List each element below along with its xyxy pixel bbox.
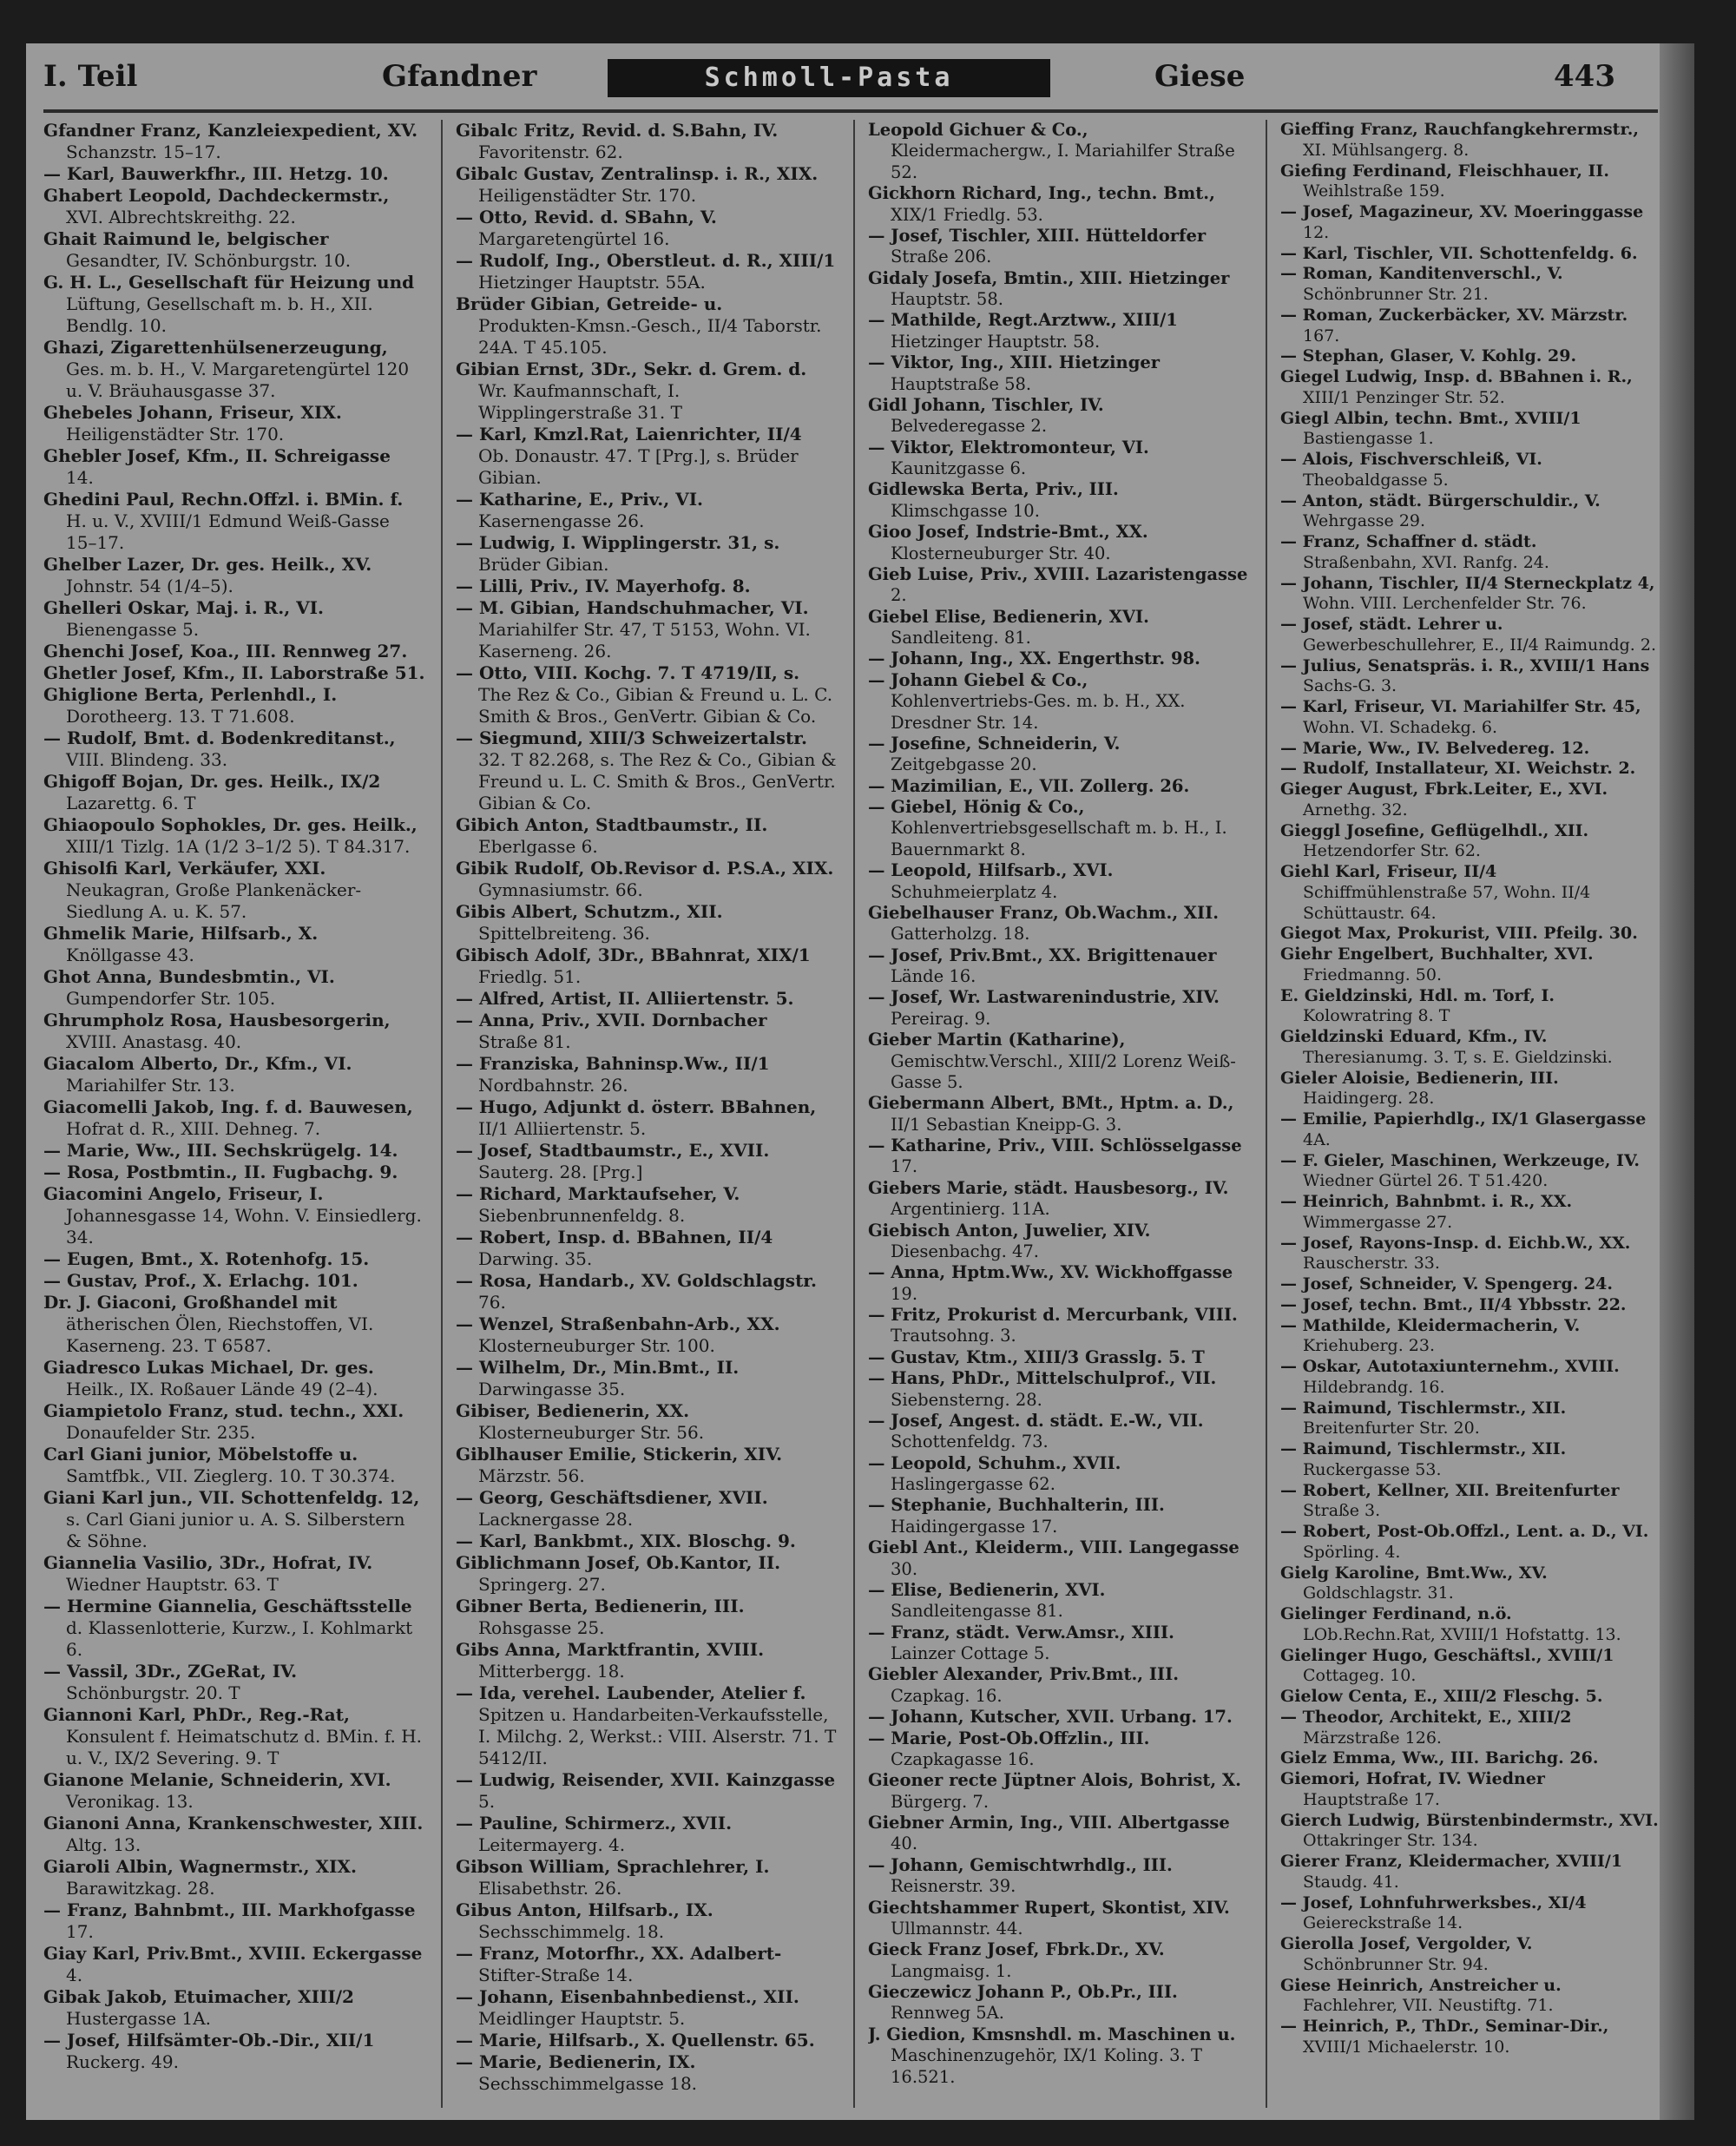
directory-entry: — Josef, Tischler, XIII. Hütteldorfer Straße 206. bbox=[868, 225, 1207, 267]
directory-entry: Gfandner Franz, Kanzleiexpedient, XV. Schanzstr. 15–17. bbox=[43, 120, 418, 162]
directory-entry: — Katharine, E., Priv., VI. Kasernengasse 26. bbox=[456, 489, 704, 531]
directory-entry: Ghiglione Berta, Perlenhdl., I. Dorotheerg. 13. T 71.608. bbox=[43, 684, 338, 727]
directory-entry: — Siegmund, XIII/3 Schweizertalstr. 32. T 82.268, s. The Rez & Co., Gibian & Freund u. L. C. Smith & Bros., GenVertr. Gibian & Co. bbox=[456, 727, 837, 813]
directory-entry: Gielow Centa, E., XIII/2 Fleschg. 5. bbox=[1280, 1687, 1603, 1706]
directory-entry: Ghabert Leopold, Dachdeckermstr., XVI. Albrechtskreithg. 22. bbox=[43, 185, 390, 227]
directory-entry: — Franz, Schaffner d. städt. Straßenbahn, XVI. Ranfg. 24. bbox=[1280, 532, 1549, 572]
directory-entry: — Emilie, Papierhdlg., IX/1 Glasergasse 4A. bbox=[1280, 1109, 1647, 1149]
directory-entry: — Rudolf, Ing., Oberstleut. d. R., XIII/1 Hietzinger Hauptstr. 55A. bbox=[456, 250, 836, 293]
directory-entry: Giegot Max, Prokurist, VIII. Pfeilg. 30. bbox=[1280, 924, 1638, 944]
directory-entry: Ghigoff Bojan, Dr. ges. Heilk., IX/2 Lazarettg. 6. T bbox=[43, 771, 381, 813]
directory-entry: — Heinrich, P., ThDr., Seminar-Dir., XVIII/1 Michaelerstr. 10. bbox=[1280, 2017, 1609, 2057]
directory-entry: Gierolla Josef, Vergolder, V. Schönbrunner Str. 94. bbox=[1280, 1934, 1533, 1974]
directory-entry: Giefing Ferdinand, Fleischhauer, II. Weihlstraße 159. bbox=[1280, 161, 1609, 201]
page-binding-shadow bbox=[1660, 43, 1694, 2120]
directory-entry: — Marie, Ww., III. Sechskrügelg. 14. bbox=[43, 1140, 398, 1161]
directory-entry: — Johann, Ing., XX. Engerthstr. 98. bbox=[868, 648, 1200, 669]
directory-entry: Gibalc Gustav, Zentralinsp. i. R., XIX. Heiligenstädter Str. 170. bbox=[456, 163, 819, 206]
directory-entry: Gibian Ernst, 3Dr., Sekr. d. Grem. d. Wr. Kaufmannschaft, I. Wipplingerstraße 31. T bbox=[456, 359, 807, 423]
directory-entry: Gieggl Josefine, Geflügelhdl., XII. Hetzendorfer Str. 62. bbox=[1280, 820, 1589, 861]
directory-entry: — Josef, techn. Bmt., II/4 Ybbsstr. 22. bbox=[1280, 1294, 1627, 1314]
directory-entry: Gieler Aloisie, Bedienerin, III. Haidingerg. 28. bbox=[1280, 1068, 1559, 1109]
directory-entry: — Robert, Insp. d. BBahnen, II/4 Darwing. 35. bbox=[456, 1227, 773, 1269]
directory-entry: — Karl, Bankbmt., XIX. Bloschg. 9. bbox=[456, 1531, 796, 1551]
directory-entry: Giemori, Hofrat, IV. Wiedner Hauptstraße 17. bbox=[1280, 1769, 1545, 1809]
directory-entry: Gielinger Ferdinand, n.ö. LOb.Rechn.Rat, XVIII/1 Hofstattg. 13. bbox=[1280, 1604, 1621, 1644]
directory-entry: Ghebeles Johann, Friseur, XIX. Heiligenstädter Str. 170. bbox=[43, 402, 342, 444]
directory-entry: — Wenzel, Straßenbahn-Arb., XX. Klosterneuburger Str. 100. bbox=[456, 1313, 780, 1356]
directory-entry: — Heinrich, Bahnbmt. i. R., XX. Wimmergasse 27. bbox=[1280, 1192, 1573, 1232]
directory-entry: — Josef, Hilfsämter-Ob.-Dir., XII/1 Ruckerg. 49. bbox=[43, 2030, 375, 2072]
directory-entry: Giay Karl, Priv.Bmt., XVIII. Eckergasse 4. bbox=[43, 1943, 423, 1985]
directory-entry: Gieczewicz Johann P., Ob.Pr., III. Rennweg 5A. bbox=[868, 1982, 1178, 2024]
column-divider bbox=[853, 120, 855, 2108]
directory-entry: Carl Giani junior, Möbelstoffe u. Samtfbk., VII. Zieglerg. 10. T 30.374. bbox=[43, 1444, 396, 1486]
header-rule bbox=[43, 109, 1658, 113]
directory-entry: Gibis Albert, Schutzm., XII. Spittelbreiteng. 36. bbox=[456, 901, 723, 944]
directory-entry: J. Giedion, Kmsnshdl. m. Maschinen u. Maschinenzugehör, IX/1 Koling. 3. T 16.521. bbox=[868, 2024, 1236, 2087]
directory-entry: Giegel Ludwig, Insp. d. BBahnen i. R., XIII/1 Penzinger Str. 52. bbox=[1280, 367, 1633, 407]
directory-entry: — Richard, Marktaufseher, V. Siebenbrunnenfeldg. 8. bbox=[456, 1183, 740, 1226]
directory-entry: — Marie, Hilfsarb., X. Quellenstr. 65. bbox=[456, 2030, 815, 2051]
directory-entry: — Leopold, Schuhm., XVII. Haslingergasse 62. bbox=[868, 1452, 1121, 1494]
directory-entry: Giannoni Karl, PhDr., Reg.-Rat, Konsulent f. Heimatschutz d. BMin. f. H. u. V., IX/2 Severing. 9. T bbox=[43, 1704, 423, 1768]
directory-entry: Gieger August, Fbrk.Leiter, E., XVI. Arnethg. 32. bbox=[1280, 780, 1608, 820]
directory-entry: Gieffing Franz, Rauchfangkehrermstr., XI. Mühlsangerg. 8. bbox=[1280, 120, 1639, 160]
directory-entry: Gianone Melanie, Schneiderin, XVI. Veronikag. 13. bbox=[43, 1769, 391, 1812]
directory-entry: — Rosa, Handarb., XV. Goldschlagstr. 76. bbox=[456, 1270, 817, 1313]
directory-entry: — Ludwig, I. Wipplingerstr. 31, s. Brüder Gibian. bbox=[456, 532, 780, 575]
directory-entry: Gidl Johann, Tischler, IV. Belvederegasse 2. bbox=[868, 394, 1104, 437]
directory-entry: — Karl, Tischler, VII. Schottenfeldg. 6. bbox=[1280, 243, 1638, 263]
directory-entry: — Robert, Post-Ob.Offzl., Lent. a. D., VI. Spörling. 4. bbox=[1280, 1522, 1649, 1562]
column-divider bbox=[441, 120, 443, 2108]
directory-entry: Gibiser, Bedienerin, XX. Klosterneuburger Str. 56. bbox=[456, 1400, 705, 1443]
directory-entry: Dr. J. Giaconi, Großhandel mit ätherischen Ölen, Riechstoffen, VI. Kaserneng. 23. T 6587. bbox=[43, 1292, 374, 1356]
directory-entry: — Theodor, Architekt, E., XIII/2 Märzstraße 126. bbox=[1280, 1707, 1572, 1748]
directory-entry: Giblhauser Emilie, Stickerin, XIV. Märzstr. 56. bbox=[456, 1444, 783, 1486]
directory-entry: Gieoner recte Jüptner Alois, Bohrist, X. Bürgerg. 7. bbox=[868, 1770, 1241, 1812]
directory-entry: — M. Gibian, Handschuhmacher, VI. Mariahilfer Str. 47, T 5153, Wohn. VI. Kaserneng. 26. bbox=[456, 597, 811, 662]
directory-entry: — F. Gieler, Maschinen, Werkzeuge, IV. Wiedner Gürtel 26. T 51.420. bbox=[1280, 1150, 1640, 1191]
directory-entry: — Pauline, Schirmerz., XVII. Leitermayerg. 4. bbox=[456, 1813, 733, 1855]
directory-entry: — Karl, Bauwerkfhr., III. Hetzg. 10. bbox=[43, 163, 389, 184]
directory-entry: — Robert, Kellner, XII. Breitenfurter Straße 3. bbox=[1280, 1480, 1620, 1521]
directory-entry: — Oskar, Autotaxiunternehm., XVIII. Hildebrandg. 16. bbox=[1280, 1357, 1620, 1397]
directory-entry: — Johann, Kutscher, XVII. Urbang. 17. bbox=[868, 1707, 1233, 1728]
directory-entry: Ghot Anna, Bundesbmtin., VI. Gumpendorfer Str. 105. bbox=[43, 966, 335, 1009]
directory-entry: Giegl Albin, techn. Bmt., XVIII/1 Bastiengasse 1. bbox=[1280, 408, 1581, 449]
directory-entry: Giacalom Alberto, Dr., Kfm., VI. Mariahilfer Str. 13. bbox=[43, 1053, 352, 1096]
directory-entry: Giebers Marie, städt. Hausbesorg., IV. Argentinierg. 11A. bbox=[868, 1177, 1229, 1220]
directory-entry: Gielz Emma, Ww., III. Barichg. 26. bbox=[1280, 1748, 1599, 1768]
directory-entry: — Josef, Stadtbaumstr., E., XVII. Sauterg. 28. [Prg.] bbox=[456, 1140, 770, 1182]
directory-entry: — Gustav, Prof., X. Erlachg. 101. bbox=[43, 1270, 358, 1291]
directory-entry: — Josef, Magazineur, XV. Moeringgasse 12. bbox=[1280, 202, 1644, 242]
directory-entry: — Hugo, Adjunkt d. österr. BBahnen, II/1 Alliiertenstr. 5. bbox=[456, 1096, 817, 1139]
directory-entry: — Karl, Friseur, VI. Mariahilfer Str. 45, Wohn. VI. Schadekg. 6. bbox=[1280, 697, 1641, 737]
directory-entry: Giacomelli Jakob, Ing. f. d. Bauwesen, Hofrat d. R., XIII. Dehneg. 7. bbox=[43, 1096, 413, 1139]
directory-entry: — Franz, Motorfhr., XX. Adalbert-Stifter-Straße 14. bbox=[456, 1943, 782, 1985]
directory-entry: Ghazi, Zigarettenhülsenerzeugung, Ges. m. b. H., V. Margaretengürtel 120 u. V. Bräuhausgasse 37. bbox=[43, 337, 410, 401]
directory-entry: — Josef, Priv.Bmt., XX. Brigittenauer Lände 16. bbox=[868, 945, 1217, 986]
directory-entry: G. H. L., Gesellschaft für Heizung und Lüftung, Gesellschaft m. b. H., XII. Bendlg. 10. bbox=[43, 272, 415, 336]
directory-entry: E. Gieldzinski, Hdl. m. Torf, I. Kolowratring 8. T bbox=[1280, 985, 1555, 1026]
directory-entry: — Elise, Bedienerin, XVI. Sandleitengasse 81. bbox=[868, 1579, 1106, 1622]
directory-entry: — Josef, Lohnfuhrwerksbes., XI/4 Geiereckstraße 14. bbox=[1280, 1893, 1587, 1933]
directory-entry: — Anna, Priv., XVII. Dornbacher Straße 81. bbox=[456, 1010, 767, 1052]
directory-entry: Gidlewska Berta, Priv., III. Klimschgasse 10. bbox=[868, 479, 1119, 521]
directory-entry: — Rosa, Postbmtin., II. Fugbachg. 9. bbox=[43, 1162, 398, 1182]
directory-entry: — Josef, Rayons-Insp. d. Eichb.W., XX. Rauscherstr. 33. bbox=[1280, 1233, 1631, 1274]
directory-entry: — Georg, Geschäftsdiener, XVII. Lacknergasse 28. bbox=[456, 1487, 768, 1530]
directory-entry: Giaroli Albin, Wagnermstr., XIX. Barawitzkag. 28. bbox=[43, 1856, 357, 1899]
directory-entry: — Johann, Tischler, II/4 Sterneckplatz 4, Wohn. VIII. Lerchenfelder Str. 76. bbox=[1280, 573, 1655, 614]
advertisement-banner: Schmoll-Pasta bbox=[608, 59, 1050, 97]
directory-entry: Giese Heinrich, Anstreicher u. Fachlehrer, VII. Neustiftg. 71. bbox=[1280, 1975, 1562, 2016]
directory-entry: — Katharine, Priv., VIII. Schlösselgasse 17. bbox=[868, 1136, 1242, 1177]
directory-entry: Giannelia Vasilio, 3Dr., Hofrat, IV. Wiedner Hauptstr. 63. T bbox=[43, 1552, 373, 1595]
directory-entry: — Roman, Kanditenverschl., V. Schönbrunner Str. 21. bbox=[1280, 264, 1563, 304]
directory-entry: — Mathilde, Kleidermacherin, V. Kriehuberg. 23. bbox=[1280, 1315, 1581, 1356]
directory-entry: — Josefine, Schneiderin, V. Zeitgebgasse 20. bbox=[868, 733, 1121, 775]
directory-entry: Giadresco Lukas Michael, Dr. ges. Heilk., IX. Roßauer Lände 49 (2–4). bbox=[43, 1357, 378, 1399]
column-divider bbox=[1266, 120, 1267, 2108]
directory-entry: — Raimund, Tischlermstr., XII. Ruckergasse 53. bbox=[1280, 1439, 1567, 1479]
directory-entry: Gickhorn Richard, Ing., techn. Bmt., XIX/1 Friedlg. 53. bbox=[868, 183, 1215, 225]
directory-entry: — Hermine Giannelia, Geschäftsstelle d. Klassenlotterie, Kurzw., I. Kohlmarkt 6. bbox=[43, 1596, 413, 1660]
column-4 bbox=[1280, 120, 1662, 2108]
directory-entry: Gioo Josef, Indstrie-Bmt., XX. Klosterneuburger Str. 40. bbox=[868, 522, 1148, 563]
directory-entry: Giebisch Anton, Juwelier, XIV. Diesenbachg. 47. bbox=[868, 1220, 1151, 1261]
directory-entry: Gibs Anna, Marktfrantin, XVIII. Mitterbergg. 18. bbox=[456, 1639, 765, 1682]
directory-entry: — Josef, Wr. Lastwarenindustrie, XIV. Pereirag. 9. bbox=[868, 987, 1220, 1029]
directory-entry: Giani Karl jun., VII. Schottenfeldg. 12, s. Carl Giani junior u. A. S. Silberstern & Söhne. bbox=[43, 1487, 420, 1551]
directory-entry: Ghmelik Marie, Hilfsarb., X. Knöllgasse 43. bbox=[43, 923, 319, 965]
directory-entry: — Anton, städt. Bürgerschuldir., V. Wehrgasse 29. bbox=[1280, 490, 1601, 531]
directory-entry: — Lilli, Priv., IV. Mayerhofg. 8. bbox=[456, 576, 751, 596]
directory-entry: — Julius, Senatspräs. i. R., XVIII/1 Hans Sachs-G. 3. bbox=[1280, 655, 1650, 696]
directory-entry: Giacomini Angelo, Friseur, I. Johannesgasse 14, Wohn. V. Einsiedlerg. 34. bbox=[43, 1183, 422, 1247]
directory-entry: — Franz, städt. Verw.Amsr., XIII. Lainzer Cottage 5. bbox=[868, 1622, 1174, 1663]
directory-entry: — Wilhelm, Dr., Min.Bmt., II. Darwingasse 35. bbox=[456, 1357, 740, 1399]
left-guide-word: Gfandner bbox=[382, 59, 537, 94]
directory-entry: — Mathilde, Regt.Arztww., XIII/1 Hietzinger Hauptstr. 58. bbox=[868, 310, 1178, 352]
directory-entry: — Raimund, Tischlermstr., XII. Breitenfurter Str. 20. bbox=[1280, 1398, 1567, 1438]
directory-entry: — Eugen, Bmt., X. Rotenhofg. 15. bbox=[43, 1248, 370, 1269]
directory-entry: — Ida, verehel. Laubender, Atelier f. Spitzen u. Handarbeiten-Verkaufsstelle, I. Milchg. 2, Werkst.: VIII. Alserstr. 71. T 5412/II. bbox=[456, 1682, 837, 1768]
directory-entry: Gieber Martin (Katharine), Gemischtw.Verschl., XIII/2 Lorenz Weiß-Gasse 5. bbox=[868, 1030, 1236, 1092]
directory-entry: Giampietolo Franz, stud. techn., XXI. Donaufelder Str. 235. bbox=[43, 1400, 404, 1443]
directory-entry: — Rudolf, Bmt. d. Bodenkreditanst., VIII. Blindeng. 33. bbox=[43, 727, 396, 770]
directory-entry: — Stephanie, Buchhalterin, III. Haidingergasse 17. bbox=[868, 1495, 1165, 1537]
directory-entry: Leopold Gichuer & Co., Kleidermachergw., I. Mariahilfer Straße 52. bbox=[868, 120, 1235, 182]
directory-entry: — Gustav, Ktm., XIII/3 Grasslg. 5. T bbox=[868, 1346, 1205, 1367]
directory-entry: Gierer Franz, Kleidermacher, XVIII/1 Staudg. 41. bbox=[1280, 1852, 1623, 1892]
directory-entry: — Otto, VIII. Kochg. 7. T 4719/II, s. The Rez & Co., Gibian & Freund u. L. C. Smith & Bros., GenVertr. Gibian & Co. bbox=[456, 662, 833, 727]
directory-entry: — Johann, Gemischtwrhdlg., III. Reisnerstr. 39. bbox=[868, 1854, 1173, 1897]
directory-entry: — Viktor, Elektromonteur, VI. Kaunitzgasse 6. bbox=[868, 437, 1149, 478]
directory-entry: Gieb Luise, Priv., XVIII. Lazaristengasse 2. bbox=[868, 563, 1248, 606]
directory-entry: Gidaly Josefa, Bmtin., XIII. Hietzinger Hauptstr. 58. bbox=[868, 267, 1230, 309]
directory-entry: Ghetler Josef, Kfm., II. Laborstraße 51. bbox=[43, 662, 425, 683]
part-label: I. Teil bbox=[43, 59, 138, 94]
directory-entry: Gieldzinski Eduard, Kfm., IV. Theresianumg. 3. T, s. E. Gieldzinski. bbox=[1280, 1027, 1613, 1067]
directory-entry: — Rudolf, Installateur, XI. Weichstr. 2. bbox=[1280, 759, 1636, 779]
directory-entry: Ghedini Paul, Rechn.Offzl. i. BMin. f. H. u. V., XVIII/1 Edmund Weiß-Gasse 15–17. bbox=[43, 489, 404, 553]
directory-entry: Brüder Gibian, Getreide- u. Produkten-Kmsn.-Gesch., II/4 Taborstr. 24A. T 45.105. bbox=[456, 293, 822, 358]
directory-entry: Gibner Berta, Bedienerin, III. Rohsgasse 25. bbox=[456, 1596, 745, 1638]
directory-entry: — Ludwig, Reisender, XVII. Kainzgasse 5. bbox=[456, 1769, 836, 1812]
directory-entry: Giebner Armin, Ing., VIII. Albertgasse 40. bbox=[868, 1813, 1230, 1854]
directory-entry: Ghiaopoulo Sophokles, Dr. ges. Heilk., XIII/1 Tizlg. 1A (1/2 3–1/2 5). T 84.317. bbox=[43, 814, 418, 857]
directory-entry: Giebl Ant., Kleiderm., VIII. Langegasse 30. bbox=[868, 1537, 1240, 1579]
column-1 bbox=[43, 120, 425, 2108]
directory-entry: Ghrumpholz Rosa, Hausbesorgerin, XVIII. Anastasg. 40. bbox=[43, 1010, 391, 1052]
directory-entry: Gibik Rudolf, Ob.Revisor d. P.S.A., XIX. Gymnasiumstr. 66. bbox=[456, 858, 834, 900]
directory-entry: — Johann Giebel & Co., Kohlenvertriebs-Ges. m. b. H., XX. Dresdner Str. 14. bbox=[868, 669, 1186, 733]
column-2 bbox=[456, 120, 838, 2108]
directory-entry: Ghelleri Oskar, Maj. i. R., VI. Bienengasse 5. bbox=[43, 597, 324, 640]
directory-entry: Gierch Ludwig, Bürstenbindermstr., XVI. Ottakringer Str. 134. bbox=[1280, 1810, 1659, 1851]
directory-entry: — Marie, Ww., IV. Belvedereg. 12. bbox=[1280, 738, 1590, 758]
directory-entry: — Alfred, Artist, II. Alliiertenstr. 5. bbox=[456, 988, 794, 1009]
directory-entry: Gianoni Anna, Krankenschwester, XIII. Altg. 13. bbox=[43, 1813, 424, 1855]
directory-entry: — Johann, Eisenbahnbedienst., XII. Meidlinger Hauptstr. 5. bbox=[456, 1986, 799, 2029]
directory-entry: Giebelhauser Franz, Ob.Wachm., XII. Gatterholzg. 18. bbox=[868, 902, 1220, 945]
directory-entry: Giehl Karl, Friseur, II/4 Schiffmühlenstraße 57, Wohn. II/4 Schüttaustr. 64. bbox=[1280, 862, 1591, 923]
directory-entry: — Vassil, 3Dr., ZGeRat, IV. Schönburgstr. 20. T bbox=[43, 1661, 298, 1703]
directory-entry: — Marie, Post-Ob.Offzlin., III. Czapkagasse 16. bbox=[868, 1728, 1150, 1769]
directory-entry: Gielg Karoline, Bmt.Ww., XV. Goldschlagstr. 31. bbox=[1280, 1563, 1548, 1603]
directory-entry: Gibak Jakob, Etuimacher, XIII/2 Hustergasse 1A. bbox=[43, 1986, 354, 2029]
directory-entry: Gibalc Fritz, Revid. d. S.Bahn, IV. Favoritenstr. 62. bbox=[456, 120, 779, 162]
directory-entry: Gibisch Adolf, 3Dr., BBahnrat, XIX/1 Friedlg. 51. bbox=[456, 945, 811, 987]
directory-entry: Gielinger Hugo, Geschäftsl., XVIII/1 Cottageg. 10. bbox=[1280, 1645, 1614, 1686]
directory-entry: Ghisolfi Karl, Verkäufer, XXI. Neukagran, Große Plankenäcker-Siedlung A. u. K. 57. bbox=[43, 858, 362, 922]
directory-entry: — Alois, Fischverschleiß, VI. Theobaldgasse 5. bbox=[1280, 450, 1542, 490]
right-guide-word: Giese bbox=[1154, 59, 1246, 94]
directory-entry: Giebler Alexander, Priv.Bmt., III. Czapkag. 16. bbox=[868, 1664, 1179, 1706]
directory-entry: — Mazimilian, E., VII. Zollerg. 26. bbox=[868, 775, 1190, 796]
directory-entry: — Karl, Kmzl.Rat, Laienrichter, II/4 Ob. Donaustr. 47. T [Prg.], s. Brüder Gibian. bbox=[456, 424, 802, 488]
directory-entry: — Roman, Zuckerbäcker, XV. Märzstr. 167. bbox=[1280, 305, 1628, 346]
directory-columns bbox=[43, 120, 1658, 2108]
directory-entry: — Franziska, Bahninsp.Ww., II/1 Nordbahnstr. 26. bbox=[456, 1053, 770, 1096]
directory-entry: Giechtshammer Rupert, Skontist, XIV. Ullmannstr. 44. bbox=[868, 1897, 1230, 1939]
page-number: 443 bbox=[1554, 59, 1615, 94]
directory-entry: — Stephan, Glaser, V. Kohlg. 29. bbox=[1280, 346, 1577, 366]
directory-entry: — Otto, Revid. d. SBahn, V. Margaretengürtel 16. bbox=[456, 207, 717, 249]
directory-entry: — Giebel, Hönig & Co., Kohlenvertriebsgesellschaft m. b. H., I. Bauernmarkt 8. bbox=[868, 797, 1227, 859]
directory-entry: Ghait Raimund le, belgischer Gesandter, IV. Schönburgstr. 10. bbox=[43, 228, 352, 271]
directory-entry: Gibus Anton, Hilfsarb., IX. Sechsschimmelg. 18. bbox=[456, 1899, 713, 1942]
directory-entry: — Fritz, Prokurist d. Mercurbank, VIII. Trautsohng. 3. bbox=[868, 1305, 1238, 1346]
directory-entry: Ghelber Lazer, Dr. ges. Heilk., XV. Johnstr. 54 (1/4–5). bbox=[43, 554, 372, 596]
page-header bbox=[43, 59, 1658, 120]
column-3 bbox=[868, 120, 1250, 2108]
directory-entry: Giehr Engelbert, Buchhalter, XVI. Friedmanng. 50. bbox=[1280, 945, 1594, 984]
directory-entry: Gieck Franz Josef, Fbrk.Dr., XV. Langmaisg. 1. bbox=[868, 1939, 1165, 1981]
directory-entry: — Josef, Angest. d. städt. E.-W., VII. Schottenfeldg. 73. bbox=[868, 1410, 1204, 1452]
directory-entry: — Marie, Bedienerin, IX. Sechsschimmelgasse 18. bbox=[456, 2051, 698, 2094]
directory-entry: — Franz, Bahnbmt., III. Markhofgasse 17. bbox=[43, 1899, 416, 1942]
directory-entry: — Hans, PhDr., Mittelschulprof., VII. Siebensterng. 28. bbox=[868, 1368, 1217, 1410]
directory-entry: — Josef, städt. Lehrer u. Gewerbeschullehrer, E., II/4 Raimundg. 2. bbox=[1280, 615, 1657, 655]
directory-entry: Giebermann Albert, BMt., Hptm. a. D., II/1 Sebastian Kneipp-G. 3. bbox=[868, 1093, 1234, 1135]
directory-entry: Ghenchi Josef, Koa., III. Rennweg 27. bbox=[43, 641, 408, 662]
directory-entry: Gibich Anton, Stadtbaumstr., II. Eberlgasse 6. bbox=[456, 814, 768, 857]
directory-entry: Giblichmann Josef, Ob.Kantor, II. Springerg. 27. bbox=[456, 1552, 781, 1595]
directory-entry: Ghebler Josef, Kfm., II. Schreigasse 14. bbox=[43, 445, 391, 488]
directory-entry: Giebel Elise, Bedienerin, XVI. Sandleiteng. 81. bbox=[868, 606, 1149, 648]
directory-entry: Gibson William, Sprachlehrer, I. Elisabethstr. 26. bbox=[456, 1856, 770, 1899]
directory-page bbox=[26, 43, 1694, 2120]
directory-entry: — Viktor, Ing., XIII. Hietzinger Hauptstraße 58. bbox=[868, 352, 1161, 394]
directory-entry: — Anna, Hptm.Ww., XV. Wickhoffgasse 19. bbox=[868, 1262, 1233, 1304]
directory-entry: — Leopold, Hilfsarb., XVI. Schuhmeierplatz 4. bbox=[868, 860, 1114, 902]
directory-entry: — Josef, Schneider, V. Spengerg. 24. bbox=[1280, 1274, 1614, 1294]
